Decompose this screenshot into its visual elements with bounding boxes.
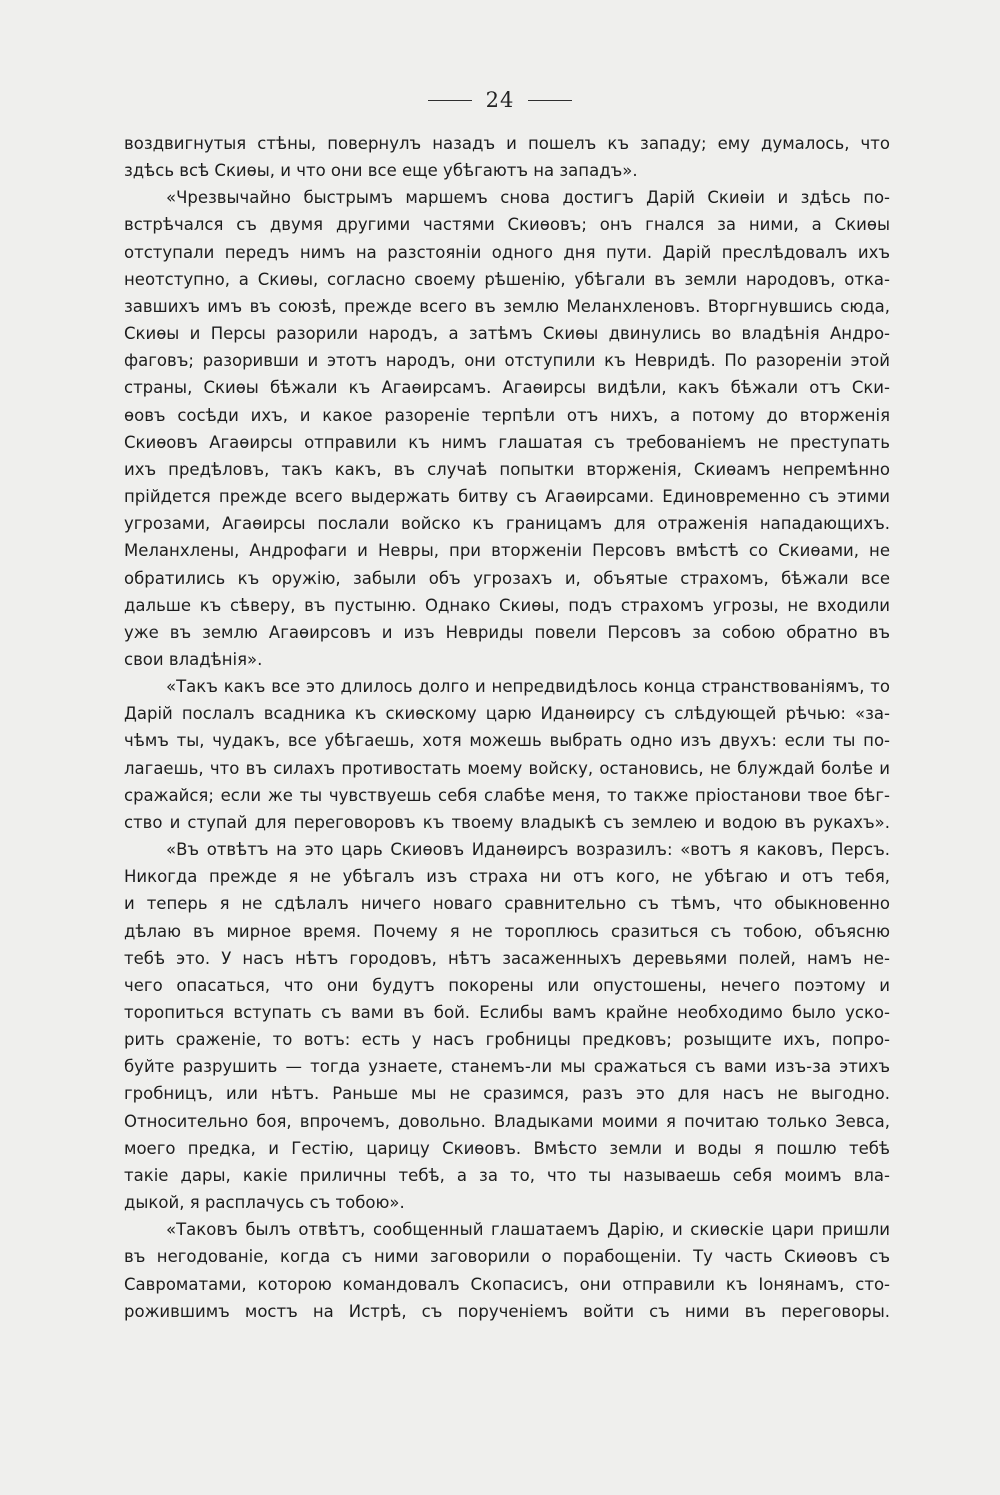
text-line: буйте разрушить — тогда узнаете, станемъ-ли мы сражаться съ вами изъ-за этихъ: [124, 1057, 890, 1077]
text-line: въ негодованіе, когда съ ними заговорили о порабощеніи. Ту часть Скиѳовъ съ: [124, 1247, 890, 1267]
text-line: такіе дары, какіе приличны тебѣ, а за то, что ты называешь себя моимъ вла-: [124, 1165, 890, 1185]
text-line: «Такъ какъ все это длилось долго и непредвидѣлось конца странствованіямъ, то: [166, 677, 890, 697]
text-line: Меланхлены, Андрофаги и Невры, при вторженіи Персовъ вмѣстѣ со Скиѳами, не: [124, 541, 890, 561]
text-line: гробницъ, или нѣтъ. Раньше мы не сразимся, разъ это для насъ не выгодно.: [124, 1084, 890, 1104]
text-line: лагаешь, что въ силахъ противостать моему войску, остановись, не блуждай болѣе и: [124, 758, 890, 778]
text-line: угрозами, Агаѳирсы послали войско къ границамъ для отраженія нападающихъ.: [124, 514, 890, 534]
body-text: [124, 130, 890, 1325]
text-line: рожившимъ мостъ на Истрѣ, съ порученіемъ войти съ ними въ переговоры.: [124, 1301, 890, 1321]
text-line: дыкой, я расплачусь съ тобою».: [124, 1193, 405, 1213]
text-line: рить сраженіе, то вотъ: есть у насъ гробницы предковъ; розыщите ихъ, попро-: [124, 1030, 890, 1050]
text-line: здѣсь всѣ Скиѳы, и что они все еще убѣгаютъ на западъ».: [124, 161, 638, 181]
text-line: Относительно боя, впрочемъ, довольно. Владыками моими я почитаю только Зевса,: [124, 1111, 890, 1131]
text-line: Скиѳы и Персы разорили народъ, а затѣмъ Скиѳы двинулись во владѣнія Андро-: [124, 324, 890, 344]
text-line: отступали передъ нимъ на разстояніи одного дня пути. Дарій преслѣдовалъ ихъ: [124, 242, 890, 262]
text-line: торопиться вступать съ вами въ бой. Еслибы вамъ крайне необходимо было уско-: [124, 1003, 890, 1022]
text-line: «Чрезвычайно быстрымъ маршемъ снова достигъ Дарій Скиѳіи и здѣсь по-: [166, 188, 890, 208]
text-line: уже въ землю Агаѳирсовъ и изъ Невриды повели Персовъ за собою обратно въ: [124, 622, 890, 642]
left-rule: [428, 100, 472, 101]
text-line: сражайся; если же ты чувствуешь себя слабѣе меня, то также пріостанови твое бѣг-: [124, 785, 890, 805]
text-line: встрѣчался съ двумя другими частями Скиѳовъ; онъ гнался за ними, а Скиѳы: [124, 215, 890, 235]
text-line: чѣмъ ты, чудакъ, все убѣгаешь, хотя можешь выбрать одно изъ двухъ: если ты по-: [124, 731, 890, 751]
text-line: Дарій послалъ всадника къ скиѳскому царю Иданѳирсу съ слѣдующей рѣчью: «за-: [124, 704, 890, 724]
text-line: неотступно, а Скиѳы, согласно своему рѣшенію, убѣгали въ земли народовъ, отка-: [124, 269, 890, 289]
text-line: завшихъ имъ въ союзѣ, прежде всего въ землю Меланхленовъ. Вторгнувшись сюда,: [124, 296, 890, 316]
text-line: Никогда прежде я не убѣгалъ изъ страха ни отъ кого, не убѣгаю и отъ тебя,: [124, 867, 890, 887]
page-number: 24: [485, 88, 515, 112]
text-line: чего опасаться, что они будутъ покорены или опустошены, нечего поэтому и: [124, 975, 890, 995]
text-line: ихъ предѣловъ, такъ какъ, въ случаѣ попытки вторженія, Скиѳамъ непремѣнно: [124, 459, 890, 479]
text-line: моего предка, и Гестію, царицу Скиѳовъ. Вмѣсто земли и воды я пошлю тебѣ: [124, 1138, 890, 1158]
text-line: прійдется прежде всего выдержать битву съ Агаѳирсами. Единовременно съ этими: [124, 487, 890, 507]
right-rule: [528, 100, 572, 101]
text-line: ство и ступай для переговоровъ къ твоему владыкѣ съ землею и водою въ рукахъ».: [124, 812, 890, 832]
text-line: ѳовъ сосѣди ихъ, и какое разореніе терпѣли отъ нихъ, а потому до вторженія: [124, 405, 890, 425]
text-line: свои владѣнія».: [124, 649, 263, 669]
text-line: дальше къ сѣверу, въ пустыню. Однако Скиѳы, подъ страхомъ угрозы, не входили: [124, 595, 890, 615]
text-line: обратились къ оружію, забыли объ угрозахъ и, объятые страхомъ, бѣжали все: [124, 568, 890, 588]
text-line: Скиѳовъ Агаѳирсы отправили къ нимъ глашатая съ требованіемъ не преступать: [124, 432, 890, 452]
text-line: воздвигнутыя стѣны, повернулъ назадъ и пошелъ къ западу; ему думалось, что: [124, 134, 890, 153]
text-line: «Таковъ былъ отвѣтъ, сообщенный глашатаемъ Дарію, и скиѳскіе цари пришли: [166, 1220, 890, 1240]
text-line: «Въ отвѣтъ на это царь Скиѳовъ Иданѳирсъ возразилъ: «вотъ я каковъ, Персъ.: [166, 840, 890, 860]
running-head: [0, 88, 1000, 112]
text-line: Савроматами, которою командовалъ Скопасисъ, они отправили къ Іонянамъ, сто-: [124, 1274, 890, 1294]
text-line: и теперь я не сдѣлалъ ничего новаго сравнительно съ тѣмъ, что обыкновенно: [124, 894, 890, 914]
text-line: страны, Скиѳы бѣжали къ Агаѳирсамъ. Агаѳирсы видѣли, какъ бѣжали отъ Ски-: [124, 378, 890, 398]
text-line: дѣлаю въ мирное время. Почему я не тороплюсь сразиться съ тобою, объясню: [124, 921, 890, 941]
text-line: фаговъ; разоривши и этотъ народъ, они отступили къ Невридѣ. По разореніи этой: [124, 351, 890, 371]
text-line: тебѣ это. У насъ нѣтъ городовъ, нѣтъ засаженныхъ деревьями полей, намъ не-: [124, 948, 890, 968]
